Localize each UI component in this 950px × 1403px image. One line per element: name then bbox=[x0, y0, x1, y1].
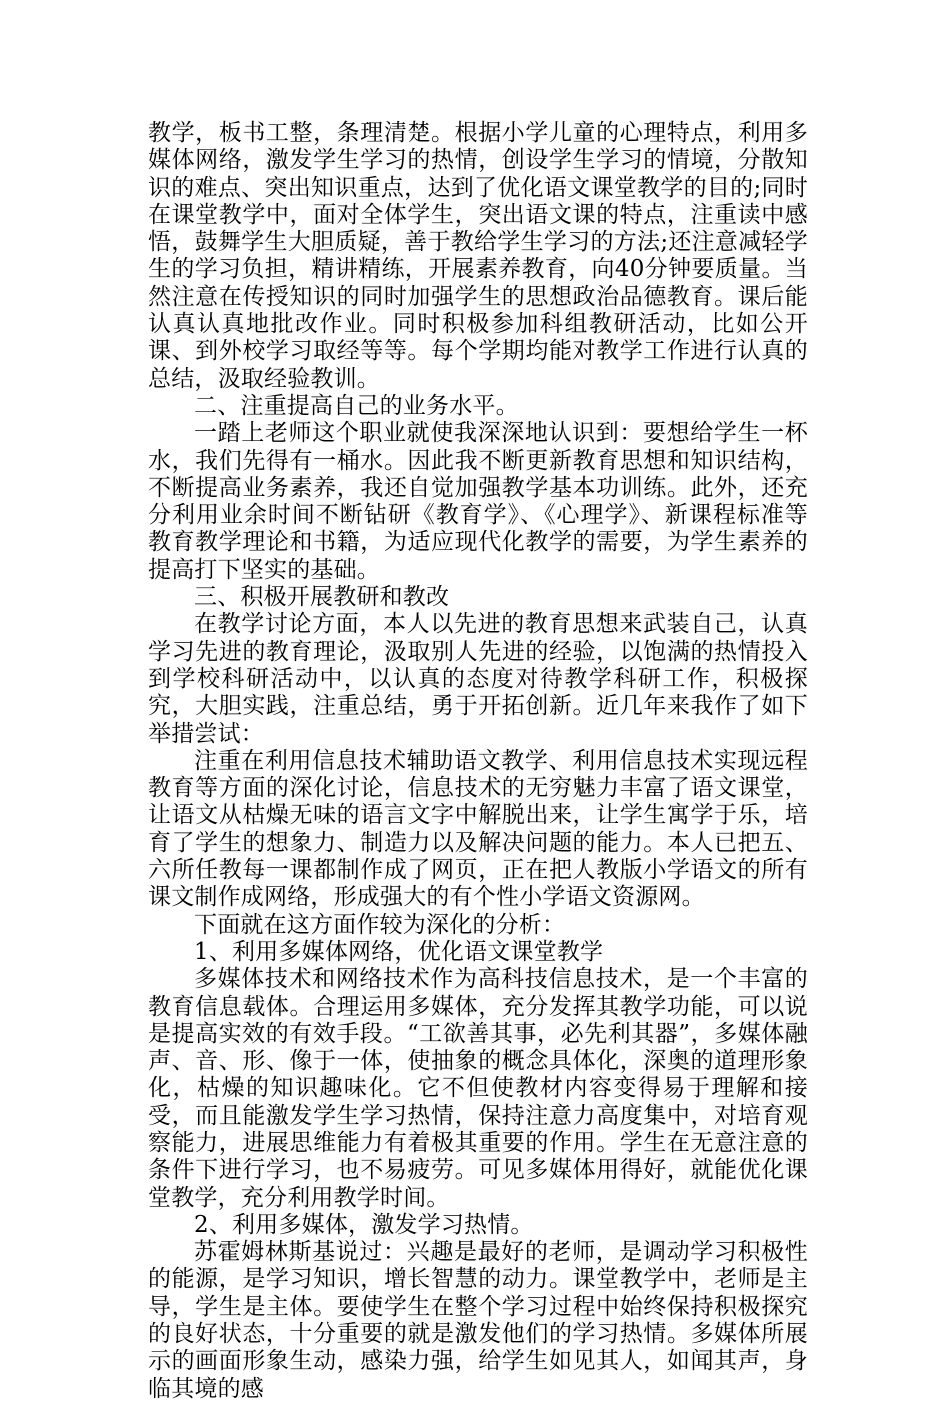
paragraph-learning-enthusiasm: 苏霍姆林斯基说过：兴趣是最好的老师，是调动学习积极性的能源，是学习知识，增长智慧的动力。课堂教学中，老师是主导，学生是主体。要使学生在整个学习过程中始终保持积极探究的良好状态，十分重要的就是激发他们的学习热情。多媒体所展示的画面形象生动，感染力强，给学生如见其人，如闻其声，身临其境的感 bbox=[148, 1239, 808, 1402]
heading-research-reform: 三、积极开展教研和教改 bbox=[194, 584, 450, 611]
paragraph-professional-level: 一踏上老师这个职业就使我深深地认识到：要想给学生一杯水，我们先得有一桶水。因此我不断更新教育思想和知识结构，不断提高业务素养，我还自觉加强教学基本功训练。此外，还充分利用业余时间不断钻研《教育学》、《心理学》、新课程标准等教育教学理论和书籍，为适应现代化教学的需要，为学生素养的提高打下坚实的基础。 bbox=[148, 420, 808, 583]
heading-learning-enthusiasm: 2、利用多媒体，激发学习热情。 bbox=[194, 1211, 534, 1238]
heading-professional-level: 二、注重提高自己的业务水平。 bbox=[194, 392, 519, 419]
paragraph-multimedia-network: 多媒体技术和网络技术作为高科技信息技术，是一个丰富的教育信息载体。合理运用多媒体，充分发挥其教学功能，可以说是提高实效的有效手段。“工欲善其事，必先利其器”，多媒体融声、音、形、像于一体，使抽象的概念具体化，深奥的道理形象化，枯燥的知识趣味化。它不但使教材内容变得易于理解和接受，而且能激发学生学习热情，保持注意力高度集中，对培育观察能力，进展思维能力有着极其重要的作用。学生在无意注意的条件下进行学习，也不易疲劳。可见多媒体用得好，就能优化课堂教学，充分利用教学时间。 bbox=[148, 966, 808, 1211]
paragraph-analysis-intro: 下面就在这方面作较为深化的分析： bbox=[194, 911, 566, 938]
paragraph-information-technology: 注重在利用信息技术辅助语文教学、利用信息技术实现远程教育等方面的深化讨论，信息技术的无穷魅力丰富了语文课堂，让语文从枯燥无味的语言文字中解脱出来，让学生寓学于乐，培育了学生的想象力、制造力以及解决问题的能力。本人已把五、六所任教每一课都制作成了网页，正在把人教版小学语文的所有课文制作成网络，形成强大的有个性小学语文资源网。 bbox=[148, 747, 808, 911]
heading-multimedia-network: 1、利用多媒体网络，优化语文课堂教学 bbox=[194, 938, 604, 965]
paragraph-teaching-summary: 教学，板书工整，条理清楚。根据小学儿童的心理特点，利用多媒体网络，激发学生学习的热情，创设学生学习的情境，分散知识的难点、突出知识重点，达到了优化语文课堂教学的目的;同时在课堂教学中，面对全体学生，突出语文课的特点，注重读中感悟，鼓舞学生大胆质疑，善于教给学生学习的方法;还注意减轻学生的学习负担，精讲精练，开展素养教育，向40分钟要质量。当然注意在传授知识的同时加强学生的思想政治品德教育。课后能认真认真地批改作业。同时积极参加科组教研活动，比如公开课、到外校学习取经等等。每个学期均能对教学工作进行认真的总结，汲取经验教训。 bbox=[148, 120, 808, 392]
document-body bbox=[148, 120, 808, 1403]
paragraph-research-discussion: 在教学讨论方面，本人以先进的教育思想来武装自己，认真学习先进的教育理论，汲取别人先进的经验，以饱满的热情投入到学校科研活动中，以认真的态度对待教学科研工作，积极探究，大胆实践，注重总结，勇于开拓创新。近几年来我作了如下举措尝试： bbox=[148, 611, 808, 747]
